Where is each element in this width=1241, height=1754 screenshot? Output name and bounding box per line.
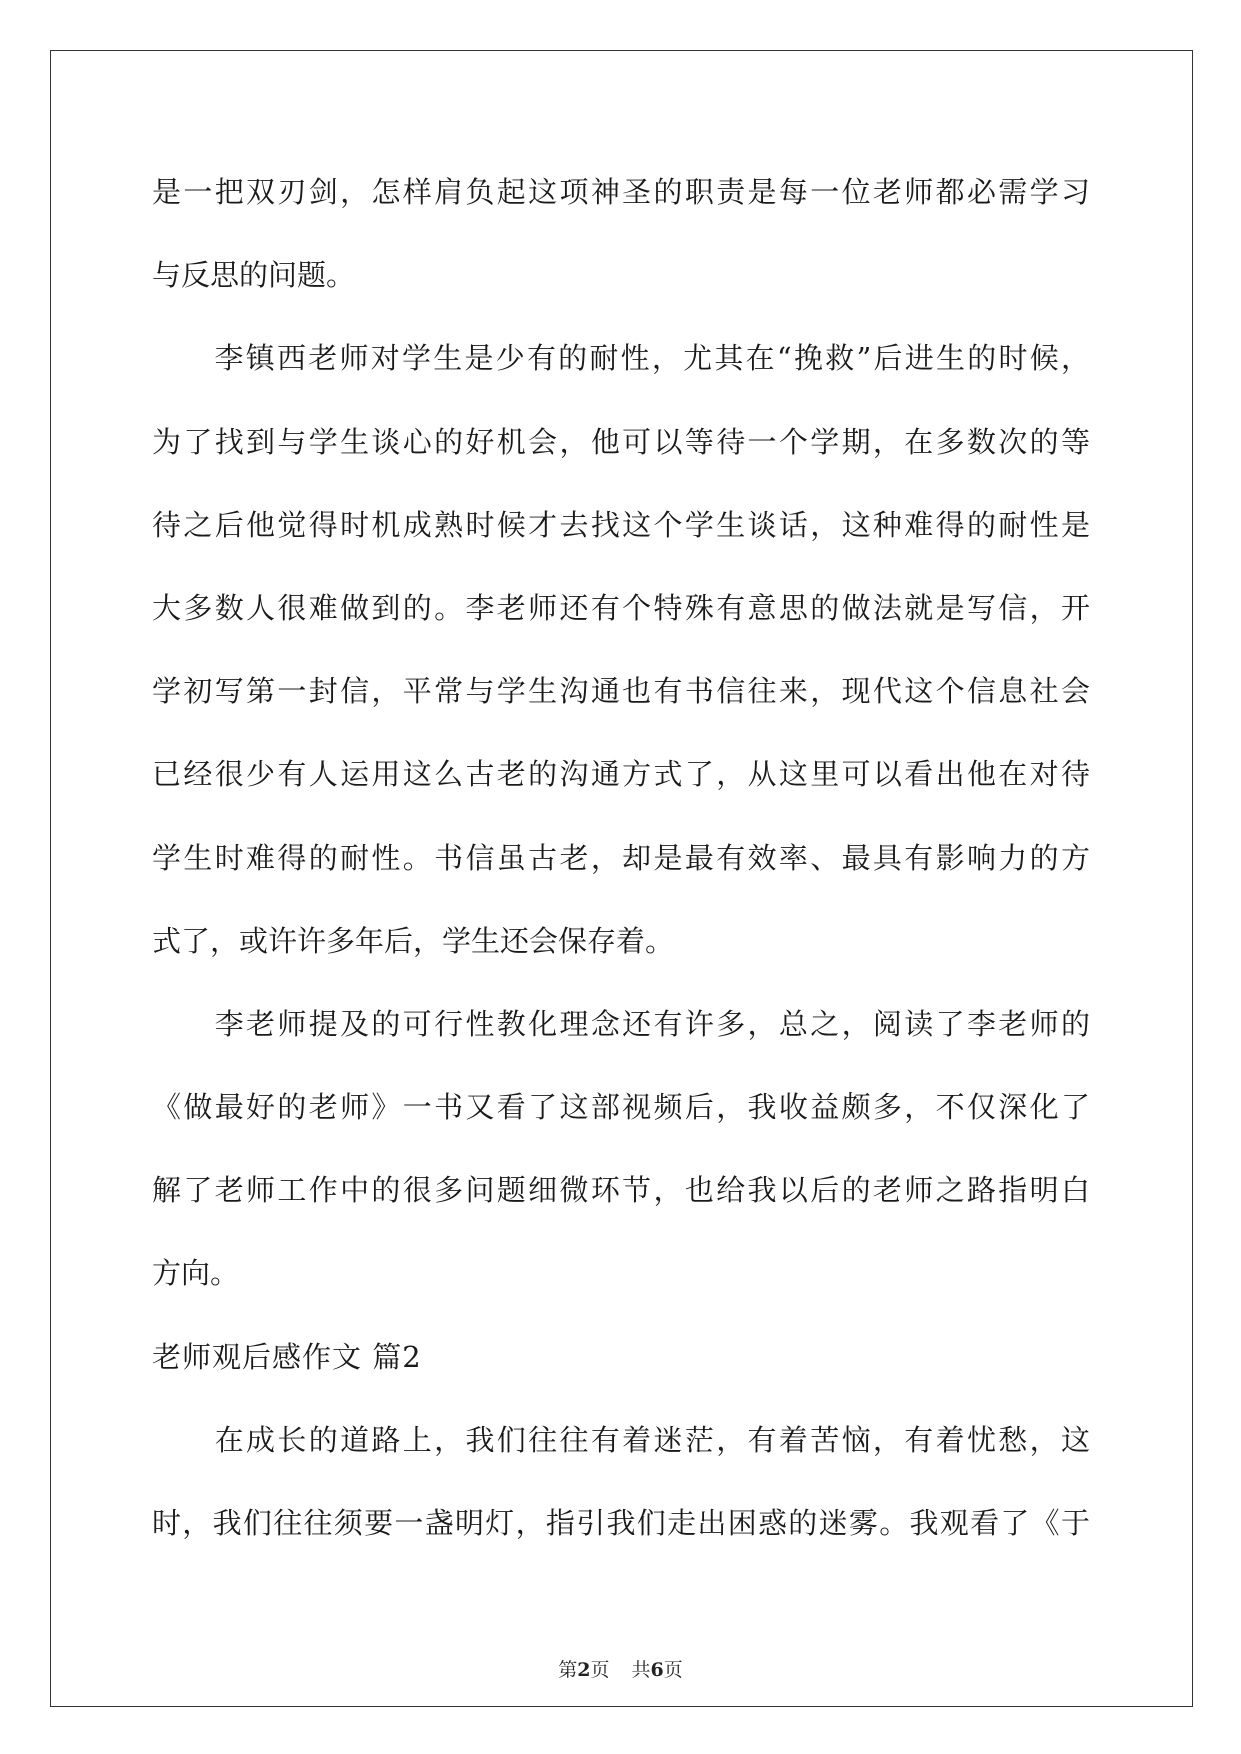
footer-prefix: 第 bbox=[558, 1659, 578, 1681]
footer-page-suffix: 页 bbox=[590, 1659, 610, 1681]
current-page-number: 2 bbox=[577, 1659, 591, 1681]
text-line: 在成长的道路上，我们往往有着迷茫，有着苦恼，有着忧愁，这 bbox=[152, 1422, 1090, 1457]
text-line: 解了老师工作中的很多问题细微环节，也给我以后的老师之路指明白 bbox=[152, 1173, 1090, 1208]
text-line: 李老师提及的可行性教化理念还有许多，总之，阅读了李老师的 bbox=[152, 1006, 1090, 1041]
text-line: 学生时难得的耐性。书信虽古老，却是最有效率、最具有影响力的方 bbox=[152, 840, 1090, 875]
text-line: 李镇西老师对学生是少有的耐性，尤其在“挽救”后进生的时候， bbox=[152, 341, 1090, 376]
footer-total-prefix: 共 bbox=[631, 1659, 651, 1681]
text-line: 《做最好的老师》一书又看了这部视频后，我收益颇多，不仅深化了 bbox=[152, 1090, 1090, 1125]
document-body bbox=[152, 160, 1090, 1574]
text-line: 学初写第一封信，平常与学生沟通也有书信往来，现代这个信息社会 bbox=[152, 674, 1090, 709]
section-heading: 老师观后感作文 篇2 bbox=[152, 1339, 422, 1374]
footer-total-suffix: 页 bbox=[663, 1659, 683, 1681]
text-line: 与反思的问题。 bbox=[152, 258, 356, 293]
text-line: 时，我们往往须要一盏明灯，指引我们走出困惑的迷雾。我观看了《于 bbox=[152, 1506, 1090, 1540]
text-line: 为了找到与学生谈心的好机会，他可以等待一个学期，在多数次的等 bbox=[152, 424, 1090, 459]
page-footer bbox=[0, 1655, 1241, 1682]
text-line: 是一把双刃剑，怎样肩负起这项神圣的职责是每一位老师都必需学习 bbox=[152, 175, 1090, 209]
text-line: 式了，或许许多年后，学生还会保存着。 bbox=[152, 923, 675, 958]
total-page-count: 6 bbox=[650, 1659, 664, 1681]
text-line: 待之后他觉得时机成熟时候才去找这个学生谈话，这种难得的耐性是 bbox=[152, 507, 1090, 542]
text-line: 已经很少有人运用这么古老的沟通方式了，从这里可以看出他在对待 bbox=[152, 757, 1090, 792]
text-line: 大多数人很难做到的。李老师还有个特殊有意思的做法就是写信，开 bbox=[152, 590, 1090, 625]
text-line: 方向。 bbox=[152, 1256, 240, 1291]
